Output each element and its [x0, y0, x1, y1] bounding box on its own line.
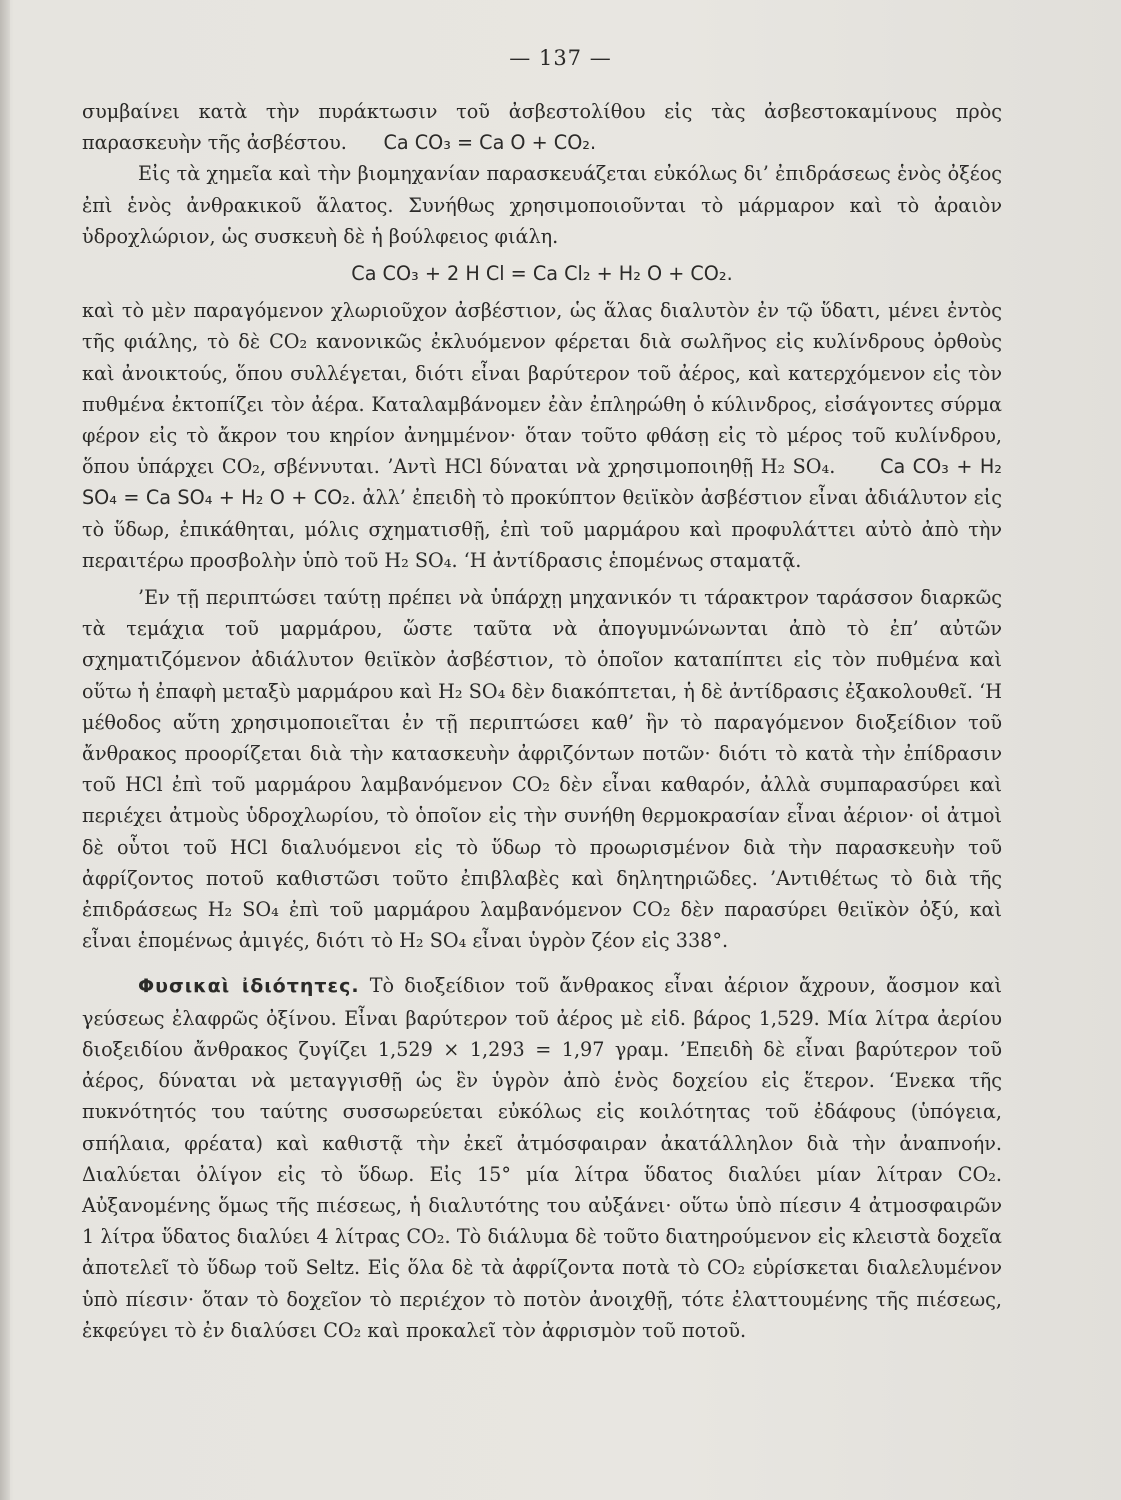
paragraph-collection: [82, 295, 1002, 576]
paragraph-collection-tail: ἀλλ’ ἐπειδὴ τὸ προκύπτον θειϊκὸν ἀσβέστιον εἶναι ἀδιάλυτον εἰς τὸ ὕδωρ, ἐπικάθηται, μόλις σχηματισθῇ, ἐπὶ τοῦ μαρμάρου καὶ προφυλάττει αὐτὸ ἀπὸ τὴν περαιτέρω προσβολὴν ὑπὸ τοῦ H₂ SO₄. ‘Η ἀντίδρασις ἑπομένως σταματᾷ.: [82, 486, 1002, 572]
paragraph-preparation: Εἰς τὰ χημεῖα καὶ τὴν βιομηχανίαν παρασκευάζεται εὐκόλως δι’ ἐπιδράσεως ἑνὸς ὀξέος ἐπὶ ἑνὸς ἀνθρακικοῦ ἅλατος. Συνήθως χρησιμοποιοῦνται τὸ μάρμαρον καὶ τὸ ἀραιὸν ὑδροχλώριον, ὡς συσκευὴ δὲ ἡ βούλφειος φιάλη.: [82, 162, 1002, 248]
page-spine-shadow: [0, 0, 10, 1500]
equation-calcination: Ca CO₃ = Ca O + CO₂.: [383, 131, 597, 155]
paragraph-physical-properties-text: Τὸ διοξείδιον τοῦ ἄνθρακος εἶναι ἀέριον ἄχρουν, ἄοσμον καὶ γεύσεως ἐλαφρῶς ὀξίνου. Εἶναι βαρύτερον τοῦ ἀέρος μὲ εἰδ. βάρος 1,529. Μία λίτρα ἀερίου διοξειδίου ἄνθρακος ζυγίζει 1,529 × 1,293 = 1,97 γραμ. ’Επειδὴ δὲ εἶναι βαρύτερον τοῦ ἀέρος, δύναται νὰ μεταγγισθῇ ὡς ἓν ὑγρὸν ἀπὸ ἑνὸς δοχείου εἰς ἕτερον. ‘Ενεκα τῆς πυκνότητός του ταύτης συσσωρεύεται εὐκόλως εἰς κοιλότητας τοῦ ἐδάφους (ὑπόγεια, σπήλαια, φρέατα) καὶ καθιστᾷ τὴν ἐκεῖ ἀτμόσφαιραν ἀκατάλληλον διὰ τὴν ἀναπνοήν. Διαλύεται ὀλίγον εἰς τὸ ὕδωρ. Εἰς 15° μία λίτρα ὕδατος διαλύει μίαν λίτραν CO₂. Αὐξανομένης ὅμως τῆς πιέσεως, ἡ διαλυτότης του αὐξάνει· οὕτω ὑπὸ πίεσιν 4 ἀτμοσφαιρῶν 1 λίτρα ὕδατος διαλύει 4 λίτρας CO₂. Τὸ διάλυμα δὲ τοῦτο διατηρούμενον εἰς κλειστὰ δοχεῖα ἀποτελεῖ τὸ ὕδωρ τοῦ Seltz. Εἰς ὅλα δὲ τὰ ἀφρίζοντα ποτὰ τὸ CO₂ εὑρίσκεται διαλελυμένον ὑπὸ πίεσιν· ὅταν τὸ δοχεῖον τὸ περιέχον τὸ ποτὸν ἀνοιχθῇ, τότε ἐλαττουμένης τῆς πιέσεως, ἐκφεύγει τὸ ἐν διαλύσει CO₂ καὶ προκαλεῖ τὸν ἀφρισμὸν τοῦ ποτοῦ.: [82, 974, 1002, 1342]
paragraph-method: ’Εν τῇ περιπτώσει ταύτῃ πρέπει νὰ ὑπάρχῃ μηχανικόν τι τάρακτρον ταράσσον διαρκῶς τὰ τεμάχια τοῦ μαρμάρου, ὥστε ταῦτα νὰ ἀπογυμνώνωνται ἀπὸ τὸ ἐπ’ αὐτῶν σχηματιζόμενον ἀδιάλυτον θειϊκὸν ἀσβέστιον, τὸ ὁποῖον καταπίπτει εἰς τὸν πυθμένα καὶ οὕτω ἡ ἐπαφὴ μεταξὺ μαρμάρου καὶ H₂ SO₄ δὲν διακόπτεται, ἡ δὲ ἀντίδρασις ἐξακολουθεῖ. ‘Η μέθοδος αὕτη χρησιμοποιεῖται ἐν τῇ περιπτώσει καθ’ ἣν τὸ παραγόμενον διοξείδιον τοῦ ἄνθρακος προορίζεται διὰ τὴν κατασκευὴν ἀφριζόντων ποτῶν· διότι τὸ κατὰ τὴν ἐπίδρασιν τοῦ HCl ἐπὶ τοῦ μαρμάρου λαμβανόμενον CO₂ δὲν εἶναι καθαρόν, ἀλλὰ συμπαρασύρει καὶ περιέχει ἀτμοὺς ὑδροχλωρίου, τὸ ὁποῖον εἰς τὴν συνήθη θερμοκρασίαν εἶναι ἀέριον· οἱ ἀτμοὶ δὲ οὗτοι τοῦ HCl διαλυόμενοι εἰς τὸ ὕδωρ τὸ προωρισμένον διὰ τὴν παρασκευὴν τοῦ ἀφρίζοντος ποτοῦ καθιστῶσι τοῦτο ἐπιβλαβὲς καὶ δηλητηριῶδες. ’Αντιθέτως τὸ διὰ τῆς ἐπιδράσεως H₂ SO₄ ἐπὶ τοῦ μαρμάρου λαμβανόμενον CO₂ δὲν παρασύρει θειϊκὸν ὀξύ, καὶ εἶναι ἑπομένως ἀμιγές, διότι τὸ H₂ SO₄ εἶναι ὑγρὸν ζέον εἰς 338°.: [82, 586, 1002, 953]
paragraph-intro-text: συμβαίνει κατὰ τὴν πυράκτωσιν τοῦ ἀσβεστολίθου εἰς τὰς ἀσβεστοκαμίνους πρὸς παρασκευὴν τῆς ἀσβέστου.: [82, 100, 1002, 155]
paragraph-intro: [82, 96, 1002, 158]
section-heading-physical-properties: Φυσικαὶ ἰδιότητες.: [138, 975, 360, 998]
page-body: [82, 96, 1002, 1346]
equation-hcl: Ca CO₃ + 2 H Cl = Ca Cl₂ + H₂ O + CO₂.: [351, 262, 733, 286]
page-number: — 137 —: [509, 46, 612, 70]
equation-sulfuric: Ca CO₃ + H₂ SO₄ = Ca SO₄ + H₂ O + CO₂.: [82, 455, 1002, 510]
paragraph-collection-text: καὶ τὸ μὲν παραγόμενον χλωριοῦχον ἀσβέστιον, ὡς ἅλας διαλυτὸν ἐν τῷ ὕδατι, μένει ἐντὸς τῆς φιάλης, τὸ δὲ CO₂ κανονικῶς ἐκλυόμενον φέρεται διὰ σωλῆνος εἰς κυλίνδρους ὀρθοὺς καὶ ἀνοικτούς, ὅπου συλλέγεται, διότι εἶναι βαρύτερον τοῦ ἀέρος, καὶ κατερχόμενον εἰς τὸν πυθμένα ἐκτοπίζει τὸν ἀέρα. Καταλαμβάνομεν ἐὰν ἐπληρώθη ὁ κύλινδρος, εἰσάγοντες σύρμα φέρον εἰς τὸ ἄκρον του κηρίον ἀνημμένον· ὅταν τοῦτο φθάσῃ εἰς τὸ μέρος τοῦ κυλίνδρου, ὅπου ὑπάρχει CO₂, σβέννυται. ’Αντὶ HCl δύναται νὰ χρησιμοποιηθῇ H₂ SO₄.: [82, 299, 1002, 479]
paragraph-physical-properties: [82, 970, 1002, 1345]
